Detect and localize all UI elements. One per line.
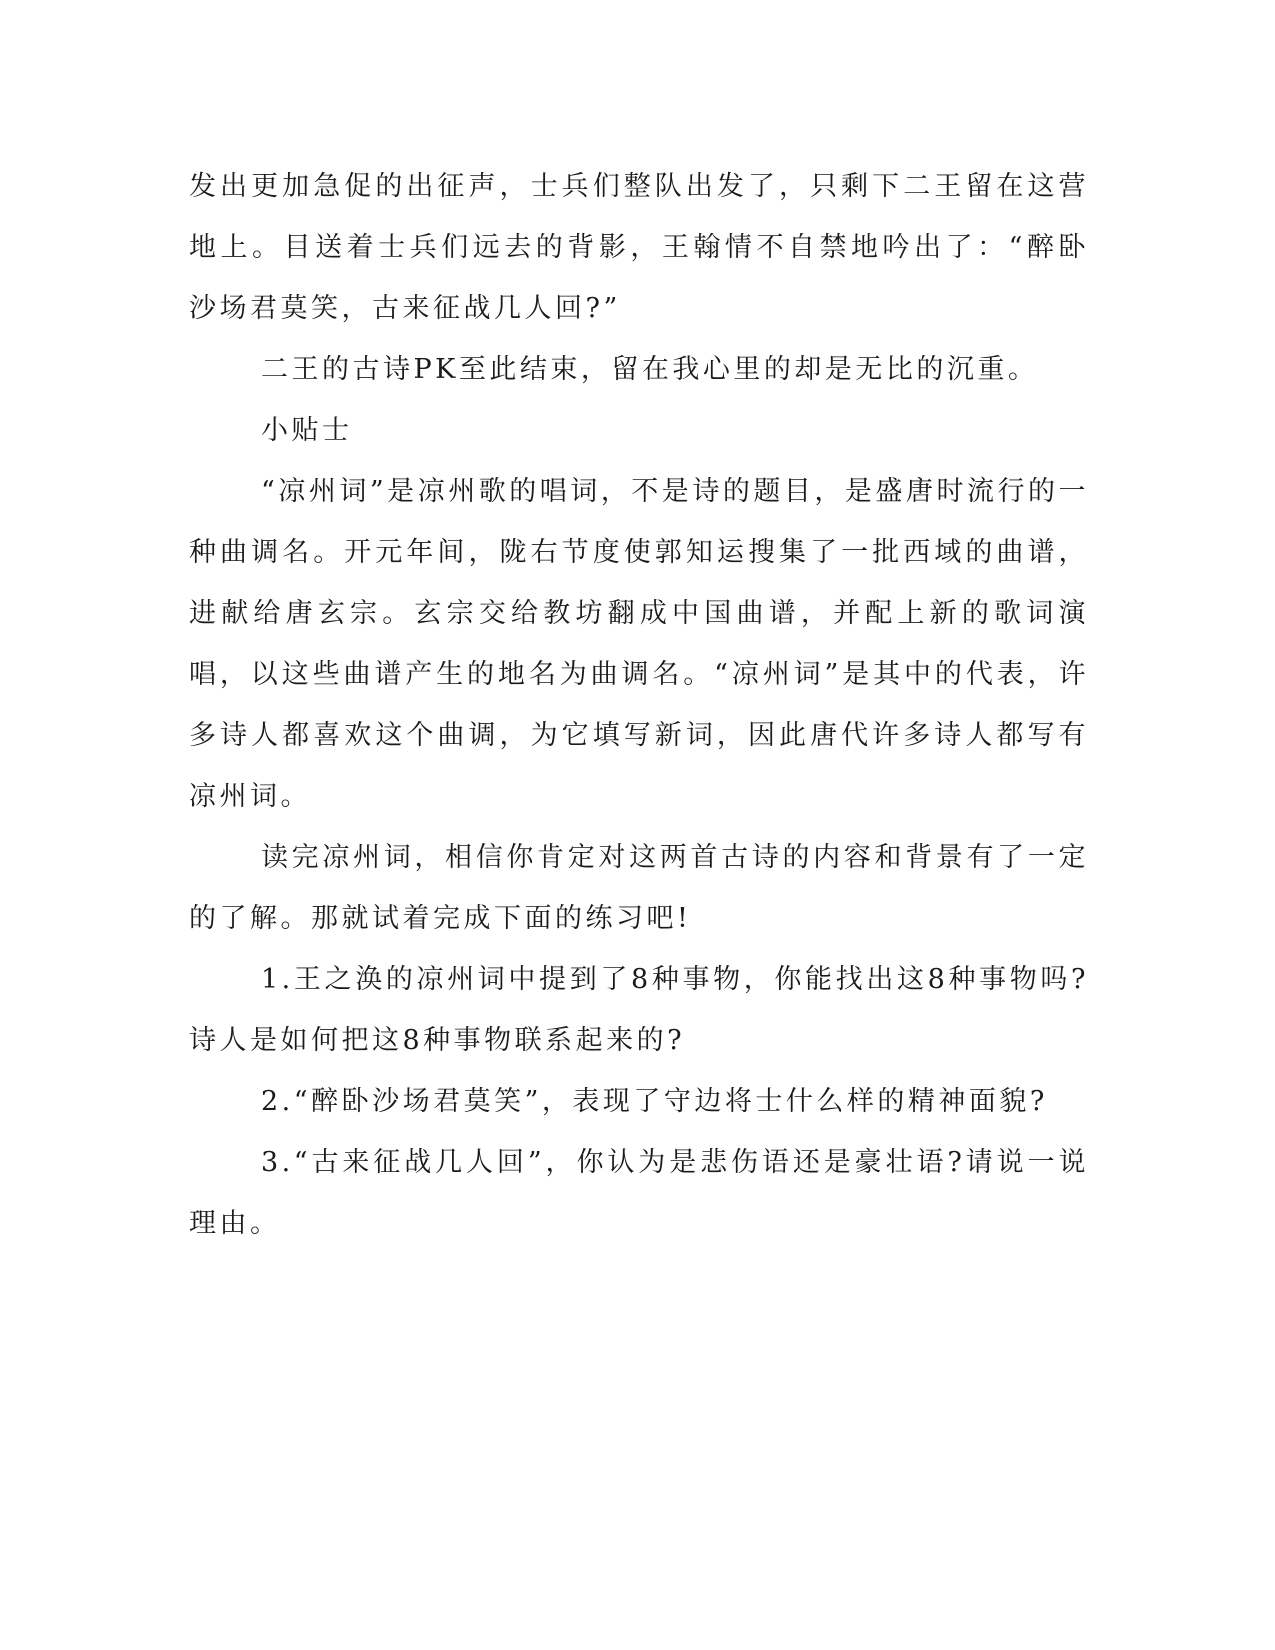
- tips-heading: 小贴士: [261, 415, 353, 446]
- body-text: [189, 156, 1089, 1254]
- exercise-question-3: 3.“古来征战几人回”，你认为是悲伤语还是豪壮语?请说一说理由。: [189, 1147, 1089, 1239]
- exercise-question-2: 2.“醉卧沙场君莫笑”，表现了守边将士什么样的精神面貌?: [261, 1086, 1048, 1117]
- paragraph-liangzhouci-explanation: “凉州词”是凉州歌的唱词，不是诗的题目，是盛唐时流行的一种曲调名。开元年间，陇右节度使郭知运搜集了一批西域的曲谱，进献给唐玄宗。玄宗交给教坊翻成中国曲谱，并配上新的歌词演唱，以这些曲谱产生的地名为曲调名。“凉州词”是其中的代表，许多诗人都喜欢这个曲调，为它填写新词，因此唐代许多诗人都写有凉州词。: [189, 476, 1089, 812]
- paragraph-continuation: 发出更加急促的出征声，士兵们整队出发了，只剩下二王留在这营地上。目送着士兵们远去的背影，王翰情不自禁地吟出了：“醉卧沙场君莫笑，古来征战几人回?”: [189, 171, 1089, 324]
- paragraph-exercise-intro: 读完凉州词，相信你肯定对这两首古诗的内容和背景有了一定的了解。那就试着完成下面的练习吧!: [189, 842, 1089, 934]
- exercise-question-1: 1.王之涣的凉州词中提到了8种事物，你能找出这8种事物吗?诗人是如何把这8种事物联系起来的?: [189, 964, 1089, 1056]
- paragraph-pk-conclusion: 二王的古诗PK至此结束，留在我心里的却是无比的沉重。: [261, 354, 1039, 385]
